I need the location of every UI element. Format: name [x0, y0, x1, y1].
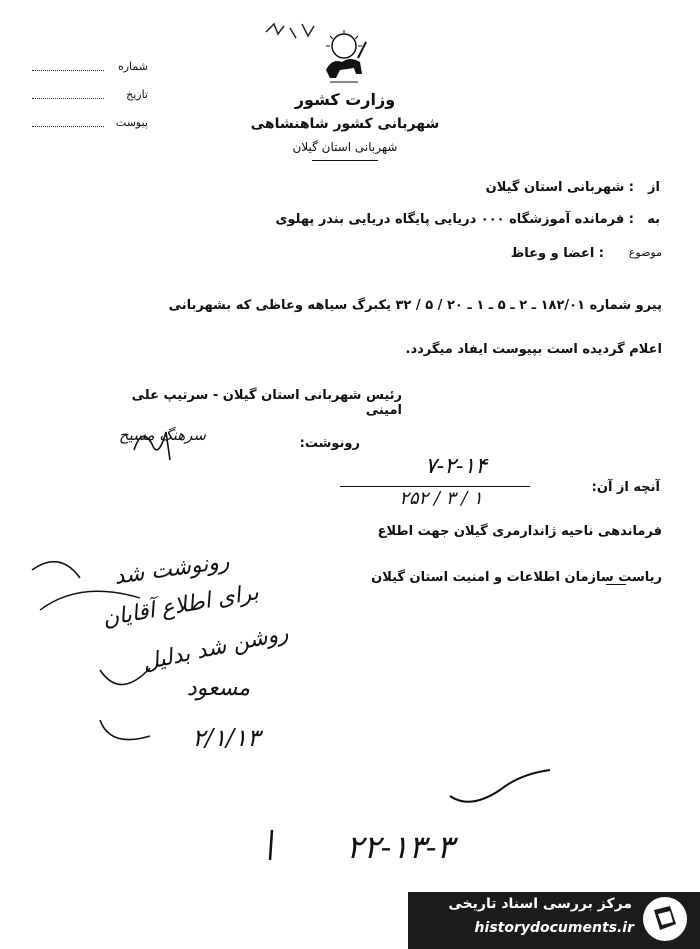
date-field [32, 98, 104, 99]
signature-scribble-icon [130, 420, 176, 466]
right-margin-curve-icon [440, 760, 560, 810]
number-label: شماره [117, 60, 148, 73]
ministry-title: وزارت کشور [294, 90, 396, 109]
date-label: تاریخ [126, 88, 148, 101]
ref-label: آنچه از آن: [591, 480, 660, 495]
handwritten-note-5: ۲/۱/۱۳ [192, 724, 260, 752]
handwriting-strokes-icon [20, 550, 280, 760]
header-underline [312, 160, 378, 161]
recipient-2: ریاست سازمان اطلاعات و امنیت استان گیلان [371, 570, 662, 585]
police-general-title: شهربانی کشور شاهنشاهی [250, 116, 440, 132]
body-line-2: اعلام گردیده است بپیوست ایفاد میگردد. [405, 342, 662, 357]
handwritten-note-2: برای اطلاع آقایان [100, 579, 261, 632]
police-province-title: شهربانی استان گیلان [292, 140, 398, 154]
ref-number-bottom: ۲۵۲ / ۳ / ۱ [399, 488, 483, 509]
bottom-mark-icon [262, 826, 282, 866]
watermark-title: مرکز بررسی اسناد تاریخی [448, 896, 632, 912]
handwritten-note-1: رونوشت شد [112, 548, 231, 590]
subject-label: موضوع [628, 246, 662, 259]
ref-number-divider [340, 486, 530, 487]
signature-handwritten: سرهنگ مسیح [118, 426, 206, 444]
history-documents-logo-icon [640, 894, 690, 944]
from-value: : شهربانی استان گیلان [485, 180, 634, 195]
recipient-1: فرماندهی ناحیه ژاندارمری گیلان جهت اطلاع [377, 524, 662, 539]
number-field [32, 70, 104, 71]
recipient-2-dash [606, 584, 626, 585]
to-value: : فرمانده آموزشگاه ۰۰۰ دریایی پایگاه دریایی بندر پهلوی [275, 212, 634, 227]
to-label: به [647, 212, 660, 227]
subject-value: : اعضا و وعاظ [510, 246, 604, 261]
handwritten-note-4: مسعود [186, 676, 250, 701]
bottom-handwritten-number: ۲۲-۱۳-۳ [346, 828, 454, 866]
top-scribble-icon [262, 18, 322, 46]
signature-title: رئیس شهربانی استان گیلان - سرتیپ علی امینی [131, 388, 402, 418]
attachment-label: پیوست [115, 116, 148, 129]
handwritten-note-3: روشن شد بدلیل [140, 620, 291, 676]
watermark-url: historydocuments.ir [474, 920, 634, 936]
lion-and-sun-emblem-icon [318, 28, 370, 88]
body-line-1: پیرو شماره ۱۸۲/۰۱ ـ ۲ ـ ۵ ـ ۱ ـ ۲۰ / ۵ / ۳۲ یکبرگ سیاهه وعاظی که بشهربانی [168, 298, 662, 313]
copy-label: رونوشت: [299, 436, 360, 451]
ref-number-top: ۷-۲-۱۴ [424, 454, 488, 479]
attachment-field [32, 126, 104, 127]
from-label: از [648, 180, 660, 195]
